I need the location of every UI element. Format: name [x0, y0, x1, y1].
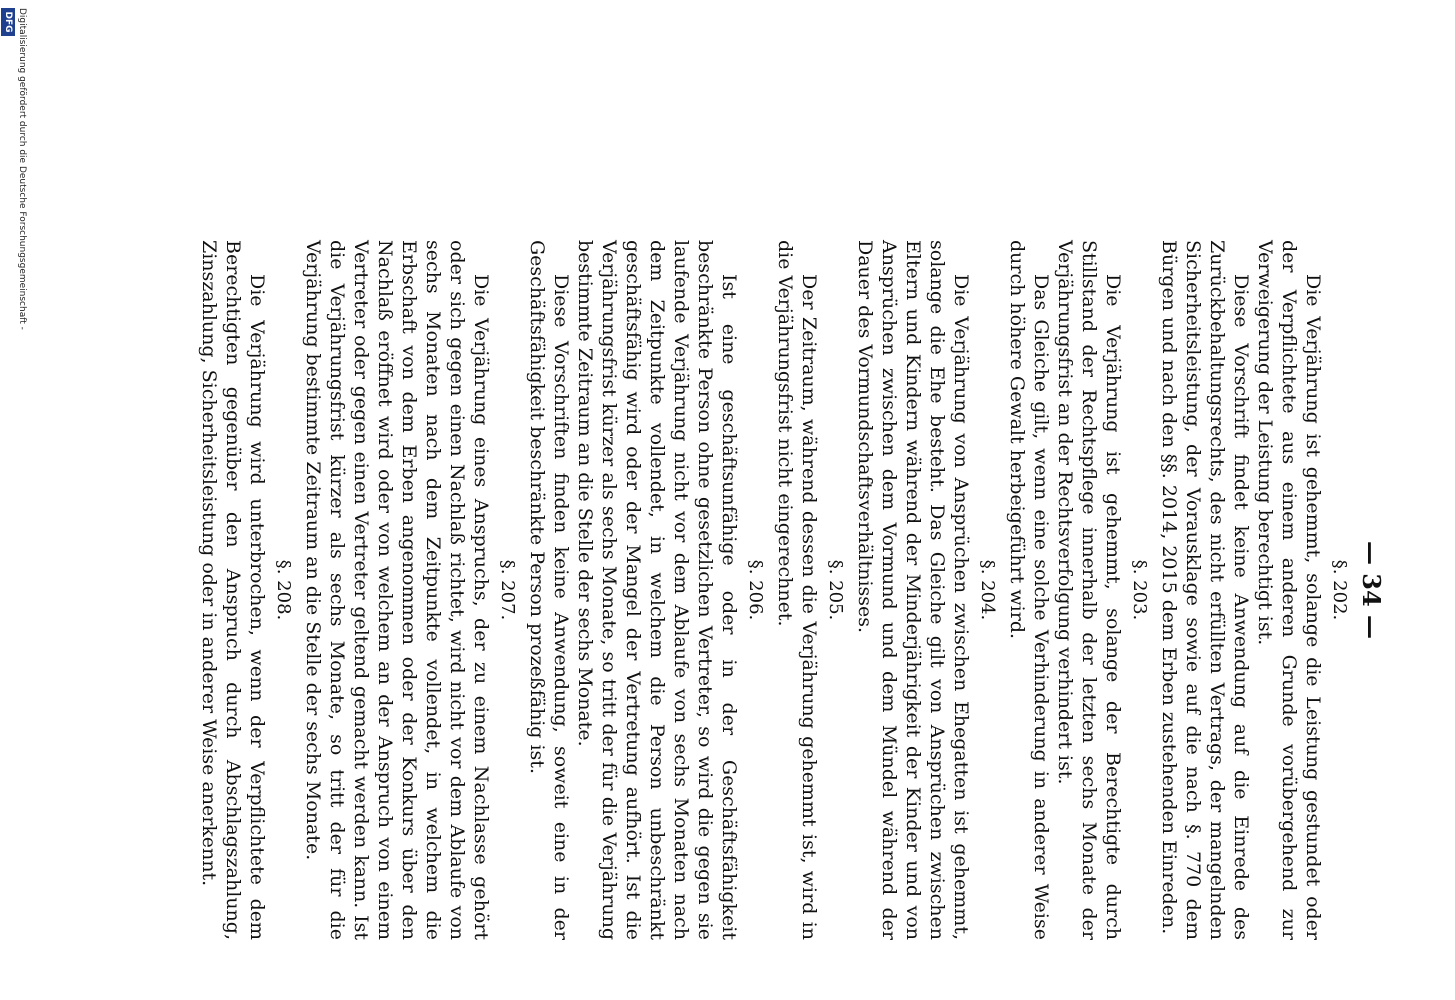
paragraph: Die Verjährung wird unterbrochen, wenn der Verpflichtete dem Berechtigten gegenüber den Anspruch durch Abschlagszahlung, Zinszahlung, Sicherheitsleistung oder in anderer Weise anerkennt.: [198, 240, 268, 940]
section-title: §. 202.: [1329, 559, 1350, 621]
paragraph: Diese Vorschrift findet keine Anwendung auf die Einrede des Zurückbehaltungsrechts, des nicht erfüllten Vertrags, der mangelnden Sicherheitsleistung, der Vorausklage sowie auf die nach §. 770 dem Bürgen und nach den §§. 2014, 2015 dem Erben zustehenden Einreden.: [1158, 240, 1252, 940]
section-title: §. 204.: [977, 559, 998, 621]
paragraph: Die Verjährung ist gehemmt, solange der Berechtigte durch Stillstand der Rechtspflege innerhalb der letzten sechs Monate der Verjährungsfrist an der Rechtsverfolgung verhindert ist.: [1054, 240, 1124, 940]
paragraph: Die Verjährung ist gehemmt, solange die Leistung gestundet oder der Verpflichtete aus einem anderen Grunde vorübergehend zur Verweigerung der Leistung berechtigt ist.: [1254, 240, 1324, 940]
section-title: §. 206.: [745, 559, 766, 621]
dfg-logo: DFG: [1, 8, 15, 36]
paragraph: Diese Vorschriften finden keine Anwendung, soweit eine in der Geschäftsfähigkeit beschränkte Person prozeßfähig ist.: [526, 240, 572, 940]
paragraph: Der Zeitraum, während dessen die Verjährung gehemmt ist, wird in die Verjährungsfrist nicht eingerechnet.: [774, 240, 820, 940]
page-header: — 34 —: [1357, 540, 1386, 640]
section-title: §. 208.: [273, 559, 294, 621]
section-title: §. 203.: [1129, 559, 1150, 621]
paragraph: Ist eine geschäftsunfähige oder in der Geschäftsfähigkeit beschränkte Person ohne gesetzlichen Vertreter, so wird die gegen sie laufende Verjährung nicht vor dem Ablaufe von sechs Monaten nach dem Zeitpunkte vollendet, in welchem die Person unbeschränkt geschäftsfähig wird oder der Mangel der Vertretung aufhört. Ist die Verjährungsfrist kürzer als sechs Monate, so tritt der für die Verjährung bestimmte Zeitraum an die Stelle der sechs Monate.: [574, 240, 740, 940]
section-title: §. 207.: [497, 559, 518, 621]
paragraph: Die Verjährung von Ansprüchen zwischen Ehegatten ist gehemmt, solange die Ehe besteht. Das Gleiche gilt von Ansprüchen zwischen Eltern und Kindern während der Minderjährigkeit der Kinder und von Ansprüchen zwischen dem Vormund und dem Mündel während der Dauer des Vormundschaftsverhältnisses.: [854, 240, 972, 940]
section-title: §. 205.: [825, 559, 846, 621]
paragraph: Das Gleiche gilt, wenn eine solche Verhinderung in anderer Weise durch höhere Gewalt herbeigeführt wird.: [1006, 240, 1052, 940]
document-text: [197, 240, 1385, 940]
funding-note: Digitalisierung gefördert durch die Deutsche Forschungsgemeinschaft -: [17, 8, 27, 330]
paragraph: Die Verjährung eines Anspruchs, der zu einem Nachlasse gehört oder sich gegen einen Nachlaß richtet, wird nicht vor dem Ablaufe von sechs Monaten nach dem Zeitpunkte vollendet, in welchem die Erbschaft von dem Erben angenommen oder der Konkurs über den Nachlaß eröffnet wird oder von welchem an der Anspruch von einem Vertreter oder gegen einen Vertreter geltend gemacht werden kann. Ist die Verjährungsfrist kürzer als sechs Monate, so tritt der für die Verjährung bestimmte Zeitraum an die Stelle der sechs Monate.: [302, 240, 492, 940]
